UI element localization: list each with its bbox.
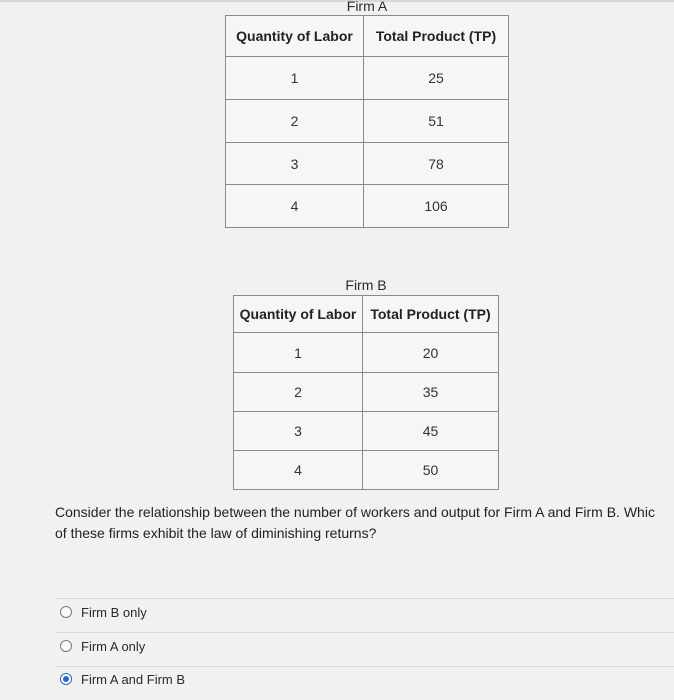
- table-row: [234, 412, 499, 451]
- option-firm-a-only[interactable]: [55, 629, 674, 663]
- labor-cell: 3: [226, 143, 364, 185]
- question-line-1: Consider the relationship between the number of workers and output for Firm A and Firm B. Whic: [55, 504, 655, 520]
- option-firm-b-only[interactable]: [55, 595, 674, 629]
- firm-b-header-tp: Total Product (TP): [363, 296, 499, 333]
- table-row: [234, 451, 499, 490]
- table-row: [234, 373, 499, 412]
- tp-cell: 50: [363, 451, 499, 490]
- firm-b-header-labor: Quantity of Labor: [234, 296, 363, 333]
- table-row: [226, 100, 509, 143]
- radio-button-selected[interactable]: [60, 673, 72, 685]
- option-firm-a-and-firm-b[interactable]: [55, 662, 674, 696]
- tp-cell: 51: [364, 100, 509, 143]
- labor-cell: 1: [234, 333, 363, 373]
- option-label: Firm A only: [81, 638, 146, 654]
- labor-cell: 4: [234, 451, 363, 490]
- table-row: [226, 143, 509, 185]
- firm-a-table: [225, 15, 509, 228]
- labor-cell: 3: [234, 412, 363, 451]
- tp-cell: 45: [363, 412, 499, 451]
- table-row: [226, 185, 509, 228]
- labor-cell: 2: [226, 100, 364, 143]
- tp-cell: 106: [364, 185, 509, 228]
- firm-a-header-tp: Total Product (TP): [364, 16, 509, 57]
- tp-cell: 78: [364, 143, 509, 185]
- option-label: Firm B only: [81, 604, 147, 620]
- radio-button[interactable]: [60, 640, 72, 652]
- firm-b-caption: Firm B: [345, 277, 387, 293]
- firm-a-caption: Firm A: [346, 0, 388, 14]
- labor-cell: 4: [226, 185, 364, 228]
- tp-cell: 25: [364, 57, 509, 100]
- question-line-2: of these firms exhibit the law of diminishing returns?: [55, 525, 377, 541]
- tp-cell: 20: [363, 333, 499, 373]
- option-label: Firm A and Firm B: [81, 671, 186, 687]
- firm-a-header-labor: Quantity of Labor: [226, 16, 364, 57]
- firm-b-table: [233, 295, 499, 490]
- table-row: [226, 57, 509, 100]
- question-text: [55, 502, 674, 544]
- tp-cell: 35: [363, 373, 499, 412]
- table-row: [234, 333, 499, 373]
- labor-cell: 1: [226, 57, 364, 100]
- labor-cell: 2: [234, 373, 363, 412]
- radio-button[interactable]: [60, 606, 72, 618]
